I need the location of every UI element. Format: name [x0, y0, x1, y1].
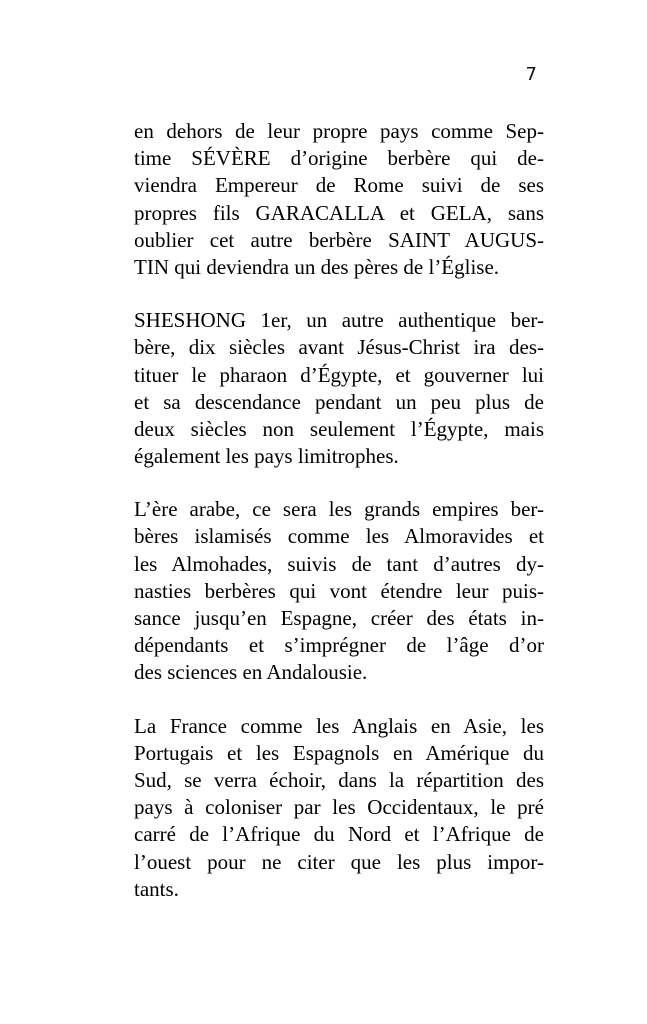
- text-line: viendra Empereur de Rome suivi de ses: [134, 173, 544, 198]
- text-line: en dehors de leur propre pays comme Sep-: [134, 119, 544, 143]
- text-line: des sciences en Andalousie.: [134, 660, 368, 685]
- text-line: nasties berbères qui vont étendre leur puis-: [134, 578, 544, 603]
- text-line: Sud, se verra échoir, dans la répartition des: [134, 767, 544, 792]
- text-line: Portugais et les Espagnols en Amérique du: [134, 740, 544, 765]
- paragraph-2: [134, 307, 544, 470]
- text-line: et sa descendance pendant un peu plus de: [134, 389, 544, 414]
- text-line: propres fils GARACALLA et GELA, sans: [134, 200, 544, 225]
- text-line: tants.: [134, 876, 179, 901]
- text-line: les Almohades, suivis de tant d’autres dy-: [134, 551, 544, 576]
- paragraph-3: [134, 496, 544, 686]
- text-line: dépendants et s’imprégner de l’âge d’or: [134, 633, 544, 658]
- text-line: deux siècles non seulement l’Égypte, mais: [134, 416, 544, 441]
- text-line: carré de l’Afrique du Nord et l’Afrique de: [134, 822, 544, 847]
- text-line: pays à coloniser par les Occidentaux, le pré: [134, 795, 544, 820]
- text-line: bères islamisés comme les Almoravides et: [134, 524, 544, 549]
- paragraph-4: [134, 713, 544, 903]
- text-line: SHESHONG 1er, un autre authentique ber-: [134, 308, 544, 333]
- page-number: 7: [525, 64, 537, 85]
- body-text: [134, 118, 544, 929]
- text-line: time SÉVÈRE d’origine berbère qui de-: [134, 146, 544, 171]
- text-line: l’ouest pour ne citer que les plus impor-: [134, 849, 544, 874]
- text-line: également les pays limitrophes.: [134, 444, 399, 469]
- text-line: TIN qui deviendra un des pères de l’Église.: [134, 254, 500, 279]
- text-line: bère, dix siècles avant Jésus-Christ ira des-: [134, 335, 544, 360]
- paragraph-1: [134, 118, 544, 281]
- text-line: sance jusqu’en Espagne, créer des états in-: [134, 606, 544, 630]
- text-line: oublier cet autre berbère SAINT AUGUS-: [134, 227, 544, 252]
- text-line: L’ère arabe, ce sera les grands empires ber-: [134, 497, 544, 522]
- text-line: tituer le pharaon d’Égypte, et gouverner lui: [134, 362, 544, 387]
- text-line: La France comme les Anglais en Asie, les: [134, 713, 544, 738]
